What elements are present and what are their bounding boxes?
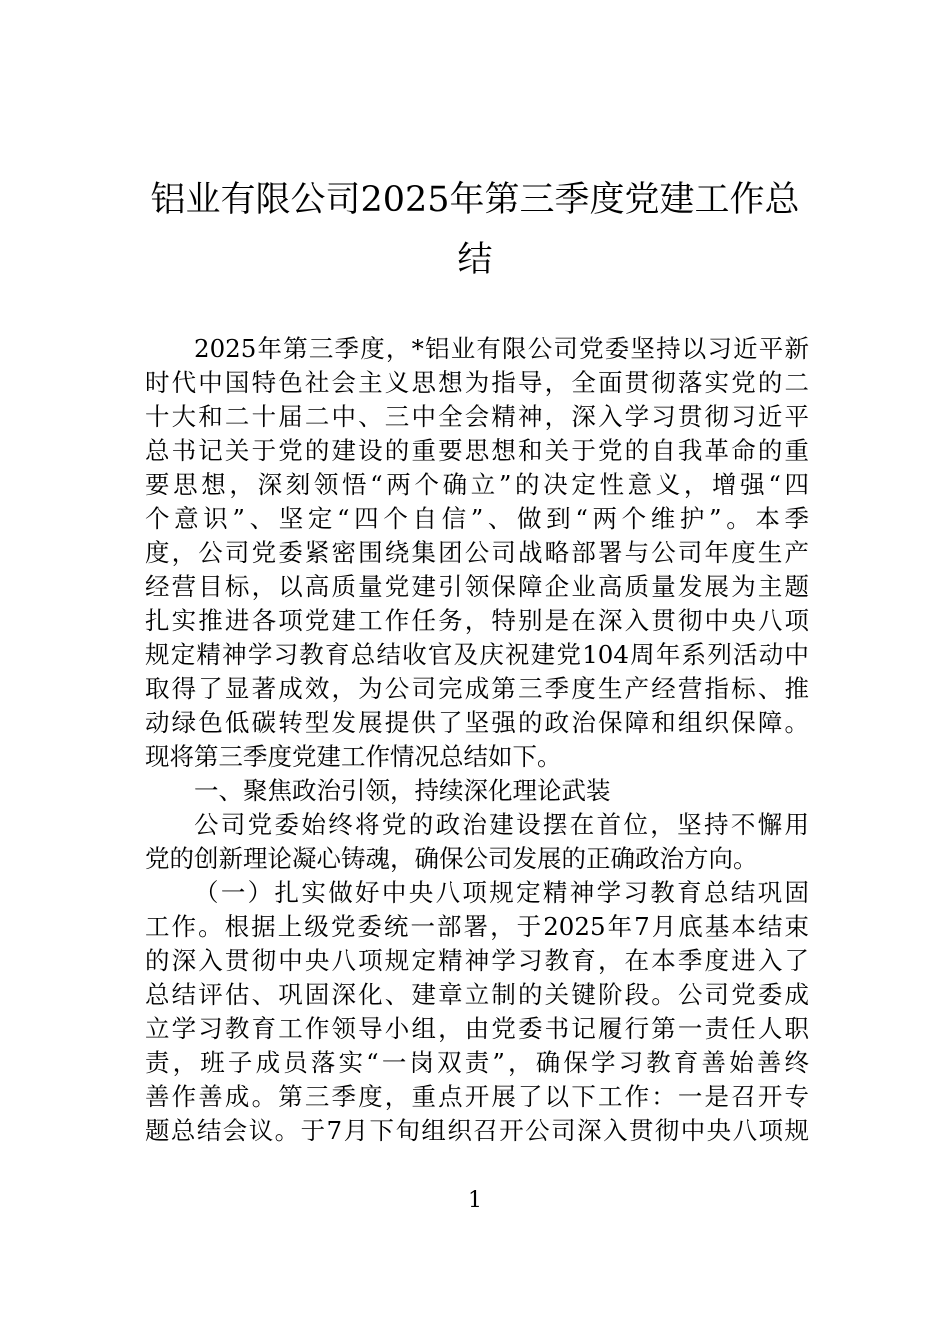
body-line: 取得了显著成效，为公司完成第三季度生产经营指标、推 xyxy=(145,674,809,703)
body-line: 动绿色低碳转型发展提供了坚强的政治保障和组织保障。 xyxy=(145,708,809,737)
subsection-line: （一）扎实做好中央八项规定精神学习教育总结巩固 xyxy=(194,878,809,907)
title-line-1: 铝业有限公司2025年第三季度党建工作总 xyxy=(150,180,800,220)
body-line: 度，公司党委紧密围绕集团公司战略部署与公司年度生产 xyxy=(145,538,809,567)
body-line: 工作。根据上级党委统一部署，于2025年7月底基本结束 xyxy=(145,912,809,941)
body-line: 个意识”、坚定“四个自信”、做到“两个维护”。本季 xyxy=(145,504,809,533)
body-line: 十大和二十届二中、三中全会精神，深入学习贯彻习近平 xyxy=(145,402,809,431)
body-line: 的深入贯彻中央八项规定精神学习教育，在本季度进入了 xyxy=(145,946,809,975)
body-line: 总书记关于党的建设的重要思想和关于党的自我革命的重 xyxy=(145,436,809,465)
body-line: 责，班子成员落实“一岗双责”，确保学习教育善始善终 xyxy=(145,1048,809,1077)
body-line: 扎实推进各项党建工作任务，特别是在深入贯彻中央八项 xyxy=(145,606,809,635)
body-line: 现将第三季度党建工作情况总结如下。 xyxy=(145,742,562,771)
body-line: 2025年第三季度，*铝业有限公司党委坚持以习近平新 xyxy=(194,334,809,363)
body-line: 要思想，深刻领悟“两个确立”的决定性意义，增强“四 xyxy=(145,470,809,499)
body-line: 善作善成。第三季度，重点开展了以下工作：一是召开专 xyxy=(145,1082,809,1111)
section-heading: 一、聚焦政治引领，持续深化理论武装 xyxy=(194,776,611,805)
document-title xyxy=(120,170,830,290)
body-line: 题总结会议。于7月下旬组织召开公司深入贯彻中央八项规 xyxy=(145,1116,809,1145)
page-number: 1 xyxy=(468,1188,482,1213)
body-line: 时代中国特色社会主义思想为指导，全面贯彻落实党的二 xyxy=(145,368,809,397)
title-line-2: 结 xyxy=(457,240,493,280)
body-line: 立学习教育工作领导小组，由党委书记履行第一责任人职 xyxy=(145,1014,809,1043)
document-body xyxy=(145,332,809,1148)
body-line: 党的创新理论凝心铸魂，确保公司发展的正确政治方向。 xyxy=(145,844,758,873)
body-line: 经营目标，以高质量党建引领保障企业高质量发展为主题 xyxy=(145,572,809,601)
body-line: 规定精神学习教育总结收官及庆祝建党104周年系列活动中 xyxy=(145,640,809,669)
body-line: 总结评估、巩固深化、建章立制的关键阶段。公司党委成 xyxy=(145,980,809,1009)
body-line: 公司党委始终将党的政治建设摆在首位，坚持不懈用 xyxy=(194,810,809,839)
